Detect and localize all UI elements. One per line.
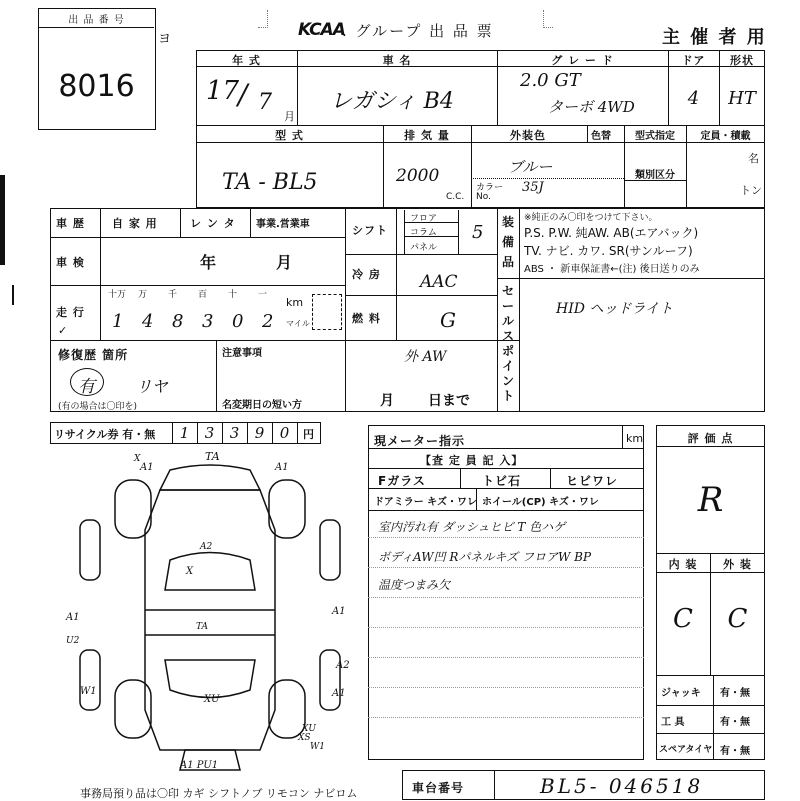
fuel-value: G (440, 308, 456, 332)
model-label: 型 式 (275, 129, 304, 142)
ac-value: AAC (420, 272, 458, 292)
name-value: レガシィ B4 (330, 89, 454, 114)
diagram-mark-16: U2 (66, 636, 80, 646)
score-value: R (697, 480, 724, 520)
repair-note: リヤ (136, 377, 168, 396)
section-label: 【査 定 員 記 入】 (420, 454, 524, 467)
wheel-label: ホイール(CP) キズ・ワレ (482, 497, 599, 508)
corner-mark-left (258, 10, 268, 28)
diagram-mark-2: TA (205, 450, 220, 463)
caution-value: 外 AW (404, 349, 447, 365)
glass-option-crack: ヒビワレ (566, 474, 619, 488)
sales-point-value: HID ヘッドライト (556, 301, 673, 317)
mileage-check: ✓ (58, 324, 68, 337)
inspector-note-3: 温度つまみ欠 (378, 578, 451, 592)
history-option-rental: レ ン タ (190, 217, 236, 230)
inspection-year-unit: 年 (200, 253, 217, 272)
mileage-digit-2: 4 (142, 311, 154, 332)
name-label: 車 名 (382, 54, 412, 67)
interior-value: C (673, 604, 693, 634)
displacement-label: 排 気 量 (404, 129, 450, 142)
organizer-label: 主 催 者 用 (662, 27, 767, 48)
repair-circle (70, 368, 104, 396)
mileage-digit-6: 2 (262, 311, 274, 332)
color-no-label: カラー No. (476, 183, 504, 202)
month-value: 7 (258, 90, 272, 115)
caution-label: 注意事項 (222, 348, 262, 359)
diagram-mark-7: W1 (80, 686, 97, 697)
classification-label: 類別区分 (635, 170, 675, 181)
mileage-digit-1: 1 (112, 311, 124, 332)
equip-label: 装 備 品 (502, 215, 516, 269)
color-value: ブルー (508, 158, 553, 176)
diagram-mark-6: A2 (336, 660, 350, 671)
lot-number-value: 8016 (58, 69, 135, 104)
year-label: 年 式 (232, 54, 261, 67)
fuel-label: 燃 料 (352, 312, 381, 325)
equip-note: ※純正のみ〇印をつけて下さい。 (524, 213, 658, 223)
repair-hint: (有の場合は〇印を) (58, 402, 138, 412)
short-expiry-label: 名変期日の短い方 (222, 400, 302, 411)
mileage-header-100: 百 (198, 290, 208, 300)
corner-mark-right (543, 10, 553, 28)
accessory-spare-label: スペアタイヤ (659, 745, 713, 755)
edge-bar (0, 175, 5, 265)
recycle-digit-5: 0 (279, 424, 290, 442)
ac-label: 冷 房 (352, 268, 381, 281)
mileage-header-10: 十 (228, 290, 238, 300)
glass-option-chip: トビ石 (482, 474, 522, 488)
diagram-mark-15: A1 PU1 (180, 760, 219, 771)
month-unit: 月 (284, 110, 295, 123)
type-designation-label: 型式指定 (635, 131, 675, 142)
capacity-label: 定員・積載 (700, 131, 751, 142)
recycle-digit-1: 1 (179, 424, 190, 442)
mileage-digit-3: 8 (172, 311, 184, 332)
diagram-mark-3: A1 (275, 462, 289, 473)
capacity-unit-people: 名 (748, 152, 759, 165)
equip-line3: ABS ・ 新車保証書←(注) 後日送りのみ (524, 264, 700, 275)
diagram-mark-10: XU (302, 724, 316, 734)
mileage-grid (106, 287, 284, 337)
shift-label: シフト (352, 224, 388, 237)
doors-label: ドア (681, 54, 706, 67)
diagram-mark-13: TA (196, 622, 209, 632)
diagram-mark-11: W1 (310, 742, 325, 752)
office-note: 事務局預り品は〇印 カギ シフトノブ リモコン ナビロム (80, 787, 358, 800)
brand-logo: KCAA (298, 20, 345, 40)
exterior-value: C (727, 604, 748, 634)
lot-number-label: 出 品 番 号 (68, 15, 125, 26)
grade-label: グ レ ー ド (551, 54, 614, 67)
mileage-unit-km: km (286, 296, 304, 309)
recycle-digit-3: 3 (229, 424, 240, 442)
inspector-note-1: 室内汚れ有 ダッシュヒビ T 色ハゲ (378, 520, 566, 534)
lot-number-box (38, 8, 156, 130)
shift-value: 5 (472, 222, 484, 243)
year-sep: / (238, 78, 248, 111)
displacement-value: 2000 (396, 166, 440, 186)
diagram-mark-12: X (186, 566, 194, 577)
shape-value: HT (728, 88, 756, 109)
short-expiry-month: 月 (380, 393, 394, 409)
history-option-private: 自 家 用 (112, 217, 158, 230)
sales-point-label: セールスポイント (502, 284, 516, 403)
accessory-tools-label: 工 具 (661, 717, 685, 728)
diagram-mark-5: A1 (332, 606, 346, 617)
chassis-label: 車台番号 (412, 781, 465, 795)
color-no-value: 35J (522, 180, 544, 195)
mirror-label: ドアミラー キズ・ワレ (374, 497, 477, 508)
accessory-tools-value: 有・無 (720, 717, 750, 728)
equip-line1: P.S. P.W. 純AW. AB(エアバック) (524, 226, 699, 240)
inspection-label: 車 検 (56, 256, 85, 269)
diagram-mark-14: A2 (200, 542, 213, 552)
mileage-header-10k: 万 (138, 290, 148, 300)
car-history-label: 車 歴 (56, 217, 85, 230)
recycle-digit-4: 9 (254, 424, 265, 442)
mileage-digit-4: 3 (202, 311, 214, 332)
doors-value: 4 (687, 88, 700, 109)
mileage-unit-mile: マイル (286, 319, 310, 328)
recycle-unit: 円 (303, 428, 315, 441)
side-char: ヨ (158, 32, 172, 47)
shift-option-column: コラム (410, 228, 437, 238)
mileage-header-100k: 十万 (108, 290, 127, 300)
history-option-business: 事業.営業車 (256, 219, 310, 230)
exterior-label: 外 装 (723, 558, 752, 571)
grade-line1: 2.0 GT (520, 70, 581, 91)
diagram-mark-9: XU (204, 694, 220, 705)
score-label: 評 価 点 (687, 432, 734, 445)
recycle-label: リサイクル券 有・無 (54, 428, 156, 441)
interior-label: 内 装 (668, 558, 698, 571)
mileage-label: 走 行 (56, 306, 85, 319)
form-title: . グループ 出 品 票 (342, 22, 494, 40)
diagram-mark-1: A1 (140, 462, 154, 473)
mileage-digit-5: 0 (232, 311, 244, 332)
edge-tick (12, 285, 14, 305)
accessory-spare-value: 有・無 (720, 746, 750, 757)
diagram-mark-4: A1 (66, 612, 80, 623)
equip-line2: TV. ナビ. カワ. SR(サンルーフ) (524, 244, 693, 258)
shift-option-panel: パネル (410, 243, 438, 253)
repair-value: 有 (78, 377, 95, 397)
capacity-unit-ton: トン (740, 184, 762, 197)
accessory-jack-value: 有・無 (720, 688, 750, 699)
mileage-header-1k: 千 (168, 290, 178, 300)
year-value: 17 (206, 76, 240, 106)
meter-unit: km (626, 432, 644, 445)
glass-label: Fガラス (378, 474, 426, 488)
grade-line2: ターボ 4WD (548, 98, 635, 116)
model-value: TA - BL5 (222, 170, 318, 195)
meter-label: 現メーター指示 (374, 434, 466, 448)
diagram-mark-18: X (134, 454, 141, 464)
shift-option-floor: フロア (410, 214, 438, 224)
inspection-month-unit: 月 (276, 253, 293, 272)
chassis-value: BL5- 046518 (540, 774, 704, 798)
mileage-unit-box (312, 294, 342, 330)
diagram-mark-17: XS (298, 733, 311, 743)
shape-label: 形状 (730, 54, 754, 67)
accessory-jack-label: ジャッキ (661, 688, 701, 699)
mileage-header-1: 一 (258, 290, 268, 300)
inspector-note-2: ボディAW凹 Rパネルキズ フロアW BP (378, 550, 592, 564)
short-expiry-day: 日まで (428, 393, 470, 409)
color-change-label: 色替 (591, 131, 611, 142)
color-label: 外装色 (510, 129, 546, 142)
diagram-mark-8: A1 (332, 688, 346, 699)
recycle-digit-2: 3 (204, 424, 215, 442)
repair-label: 修復歴 箇所 (58, 348, 129, 362)
cc-unit: C.C. (446, 192, 465, 202)
